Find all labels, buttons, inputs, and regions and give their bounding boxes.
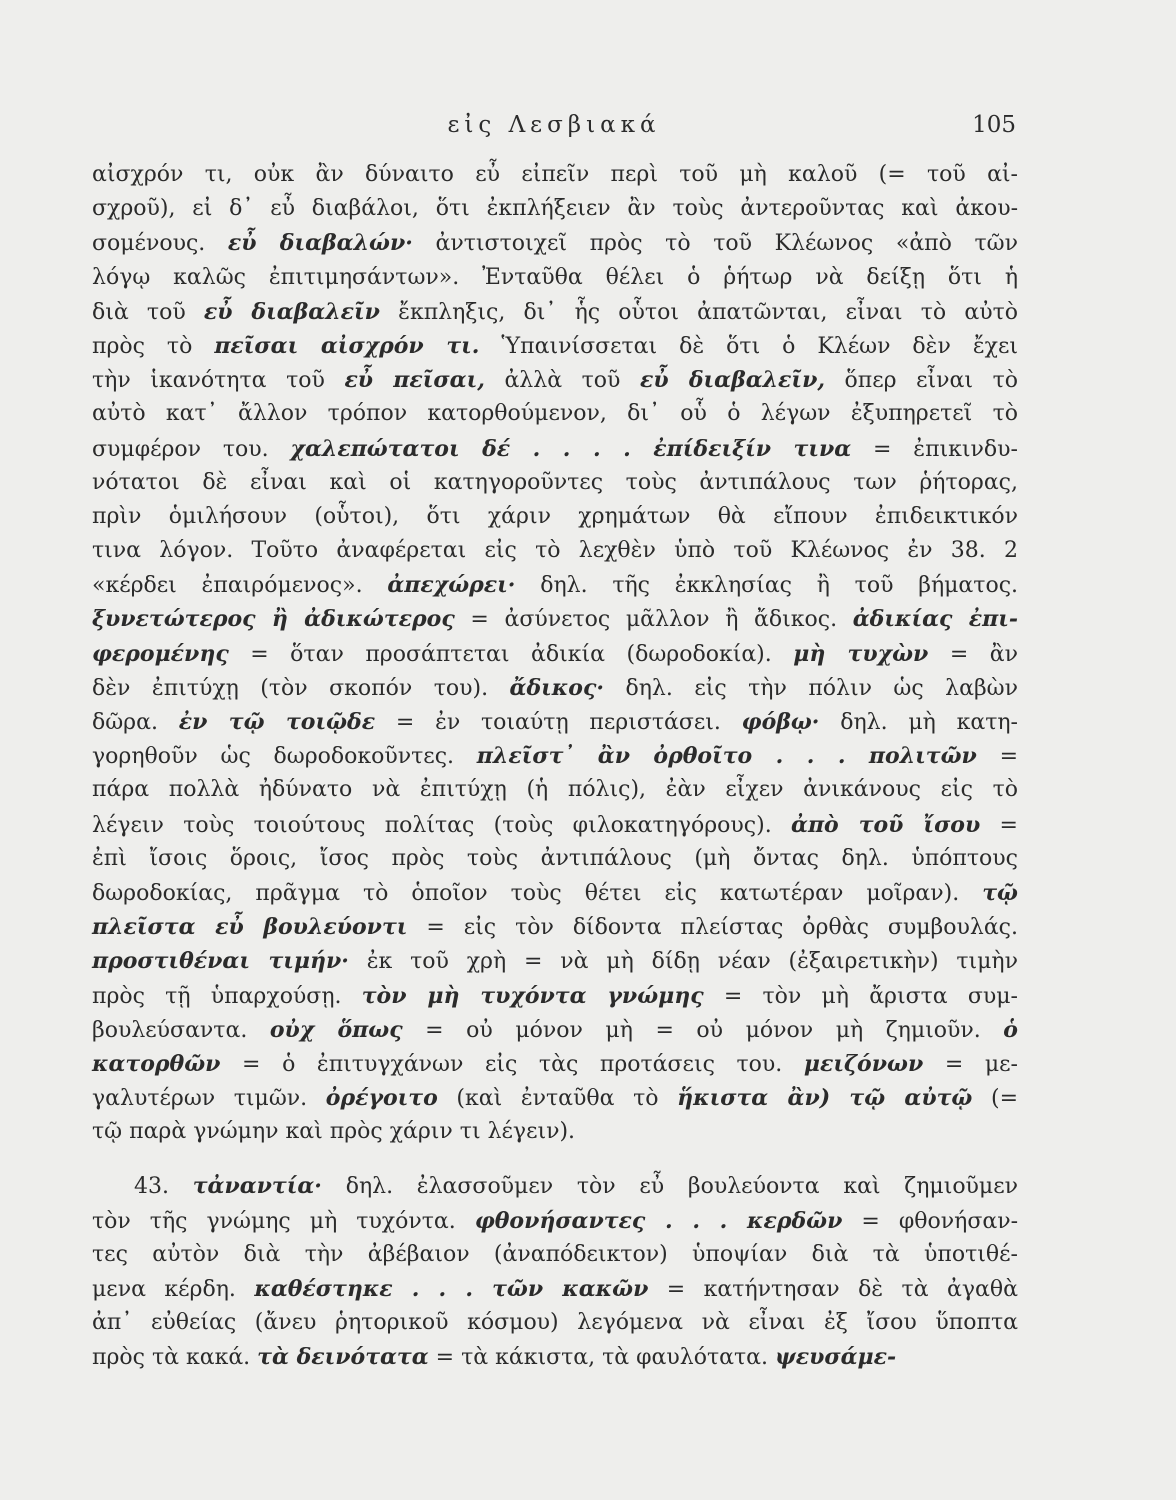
paragraph [92, 1169, 1018, 1374]
text-line [92, 261, 1018, 295]
page-number: 105 [972, 112, 1016, 138]
text-line [92, 1047, 1018, 1081]
text-run: μενα κέρδη. [92, 1277, 255, 1302]
text-run: = [976, 744, 1018, 770]
lemma: μειζόνων [803, 1050, 924, 1077]
text-run: = οὐ μόνον μὴ = οὐ μόνον μὴ ζημιοῦν. [402, 1017, 1004, 1043]
text-line [92, 1081, 1018, 1115]
lemma: ξυνετώτερος ἢ ἀδικώτερος [92, 606, 455, 633]
lemma: χαλεπώτατοι δέ . . . . ἐπίδειξίν τινα [290, 435, 852, 462]
text-line [92, 808, 1018, 842]
text-run: = ἀσύνετος μᾶλλον ἢ ἄδικος. [454, 607, 853, 633]
text-run: πρὸς τὸ [92, 333, 215, 359]
text-line [92, 363, 1018, 397]
text-run: πρὸς τῇ ὑπαρχούσῃ. [92, 983, 362, 1009]
text-run: πρὶν ὁμιλήσουν (οὗτοι), ὅτι χάριν χρημάτων θὰ εἴπουν ἐπιδεικτικόν [92, 503, 1018, 529]
lemma: μὴ τυχὼν [793, 640, 929, 667]
text-run: νότατοι δὲ εἶναι καὶ οἱ κατηγοροῦντες τοὺς ἀντιπάλους των ῥήτορας, [92, 469, 1018, 495]
text-run: = ὁ ἐπιτυγχάνων εἰς τὰς προτάσεις του. [220, 1051, 804, 1077]
text-run: δὲν ἐπιτύχῃ (τὸν σκοπόν του). [92, 675, 510, 701]
lemma: τὸν μὴ τυχόντα γνώμης [361, 982, 704, 1009]
lemma: εὖ διαβαλών· [227, 230, 413, 257]
text-line [92, 773, 1018, 807]
text-run: ἐπὶ ἴσοις ὅροις, ἴσος πρὸς τοὺς ἀντιπάλους (μὴ ὄντας δηλ. ὑπόπτους [92, 845, 1018, 871]
text-run: συμφέρον του. [92, 436, 291, 462]
text-run: αἰσχρόν τι, οὐκ ἂν δύναιτο εὖ εἰπεῖν περὶ τοῦ μὴ καλοῦ (= τοῦ αἰ- [92, 162, 1018, 187]
page-header [92, 110, 1016, 144]
text-line [92, 1169, 1018, 1203]
text-line [92, 1306, 1018, 1340]
text-run: αὐτὸ κατ᾽ ἄλλον τρόπον κατορθούμενον, δι᾽ οὗ ὁ λέγων ἐξυπηρετεῖ τὸ [92, 401, 1018, 427]
text-run: γαλυτέρων τιμῶν. [92, 1086, 326, 1112]
lemma: ἀδικίας ἐπι- [852, 606, 1018, 633]
text-run: = ἂν [928, 641, 1019, 667]
text-line [92, 329, 1018, 363]
text-run: τὴν ἱκανότητα τοῦ [92, 368, 345, 394]
lemma: τῷ [982, 879, 1018, 906]
lemma: ψευσάμε- [775, 1344, 897, 1371]
text-line [92, 466, 1018, 500]
text-run: σομένους. [92, 231, 228, 257]
text-run: δηλ. μὴ κατη- [819, 710, 1018, 735]
text-line [92, 1115, 1018, 1149]
paragraph [92, 158, 1018, 1149]
text-run: = τὰ κάκιστα, τὰ φαυλότατα. [428, 1345, 776, 1371]
text-run: = ἐπικινδυ- [851, 436, 1018, 462]
text-run: (καὶ ἐνταῦθα τὸ [437, 1086, 678, 1112]
text-line [92, 500, 1018, 534]
text-run: λέγειν τοὺς τοιούτους πολίτας (τοὺς φιλοκατηγόρους). [92, 812, 792, 838]
lemma: φόβῳ· [741, 709, 820, 735]
text-run: 43. [134, 1174, 193, 1200]
text-run: δῶρα. [92, 710, 179, 735]
text-run: σχροῦ), εἰ δ᾽ εὖ διαβάλοι, ὅτι ἐκπλήξειεν ἂν τοὺς ἀντεροῦντας καὶ ἀκου- [92, 196, 1018, 222]
text-run: ὅπερ εἶναι τὸ [825, 368, 1019, 394]
text-line [92, 397, 1018, 431]
text-run: πρὸς τὰ κακά. [92, 1345, 258, 1371]
lemma: τὰ δεινότατα [257, 1344, 429, 1371]
lemma: πεῖσαι αἰσχρόν τι. [214, 332, 480, 359]
text-line [92, 671, 1018, 705]
text-run: ἐκ τοῦ χρὴ = νὰ μὴ δίδῃ νέαν (ἐξαιρετικὴν) τιμὴν [348, 949, 1018, 975]
text-line [92, 944, 1018, 978]
text-run: βουλεύσαντα. [92, 1017, 270, 1043]
lemma: φερομένης [92, 640, 229, 667]
text-line [92, 1013, 1018, 1047]
text-run: = ἐν τοιαύτῃ περιστάσει. [375, 710, 742, 735]
text-run: τες αὐτὸν διὰ τὴν ἀβέβαιον (ἀναπόδεικτον) ὑποψίαν διὰ τὰ ὑποτιθέ- [92, 1241, 1018, 1267]
text-line [92, 226, 1018, 260]
text-run: «κέρδει ἐπαιρόμενος». [92, 573, 388, 599]
lemma: ὁ [1003, 1016, 1018, 1043]
text-run: = φθονήσαν- [842, 1208, 1019, 1234]
text-run: δωροδοκίας, πρᾶγμα τὸ ὁποῖον τοὺς θέτει εἰς κατωτέραν μοῖραν). [92, 880, 983, 906]
text-run: = [980, 812, 1018, 838]
text-run: δηλ. τῆς ἐκκλησίας ἢ τοῦ βήματος. [515, 573, 1019, 599]
lemma: ἀπὸ τοῦ ἴσου [791, 811, 981, 838]
text-run: = ὅταν προσάπτεται ἀδικία (δωροδοκία). [228, 641, 794, 667]
text-line [92, 1204, 1018, 1238]
lemma: προστιθέναι τιμήν· [92, 948, 349, 975]
text-line [92, 602, 1018, 636]
text-line [92, 979, 1018, 1013]
text-run: ἀπ᾽ εὐθείας (ἄνευ ῥητορικοῦ κόσμου) λεγόμενα νὰ εἶναι ἐξ ἴσου ὕποπτα [92, 1310, 1018, 1336]
text-run: λόγῳ καλῶς ἐπιτιμησάντων». Ἐνταῦθα θέλει ὁ ῥήτωρ νὰ δείξῃ ὅτι ἡ [92, 264, 1018, 290]
text-run: γορηθοῦν ὡς δωροδοκοῦντες. [92, 744, 477, 770]
text-line [92, 910, 1018, 944]
lemma: ὀρέγοιτο [325, 1085, 438, 1112]
text-run: πάρα πολλὰ ἠδύνατο νὰ ἐπιτύχῃ (ἡ πόλις), ἐὰν εἶχεν ἀνικάνους εἰς τὸ [92, 777, 1018, 803]
text-line [92, 637, 1018, 671]
lemma: ἥκιστα ἂν) τῷ αὐτῷ [677, 1085, 973, 1112]
text-run: τὸν τῆς γνώμης μὴ τυχόντα. [92, 1208, 475, 1234]
text-line [92, 876, 1018, 910]
text-line [92, 842, 1018, 876]
text-run: δηλ. ἐλασσοῦμεν τὸν εὖ βουλεύοντα καὶ ζημιοῦμεν [321, 1174, 1019, 1200]
text-line [92, 1340, 1018, 1374]
text-line [92, 705, 1018, 739]
text-line [92, 568, 1018, 602]
text-run: τινα λόγον. Τοῦτο ἀναφέρεται εἰς τὸ λεχθὲν ὑπὸ τοῦ Κλέωνος ἐν 38. 2 [92, 538, 1018, 564]
lemma: κατορθῶν [92, 1050, 221, 1077]
text-line [92, 158, 1018, 192]
text-run: ἀλλὰ τοῦ [484, 368, 640, 394]
text-line [92, 1272, 1018, 1306]
text-line [92, 1238, 1018, 1272]
running-title: εἰς Λεσβιακά [447, 112, 661, 138]
text-run: ἀντιστοιχεῖ πρὸς τὸ τοῦ Κλέωνος «ἀπὸ τῶν [412, 231, 1018, 257]
lemma: πλεῖστ᾽ ἂν ὀρθοῖτο . . . πολιτῶν [476, 743, 977, 770]
text-run: = με- [923, 1051, 1018, 1077]
text-run: ἔκπληξις, δι᾽ ἧς οὗτοι ἀπατῶνται, εἶναι τὸ αὐτὸ [379, 299, 1019, 325]
lemma: ἐν τῷ τοιῷδε [178, 709, 376, 735]
text-line [92, 295, 1018, 329]
text-line [92, 432, 1018, 466]
lemma: καθέστηκε . . . τῶν κακῶν [254, 1276, 649, 1302]
text-line [92, 739, 1018, 773]
text-run: τῷ παρὰ γνώμην καὶ πρὸς χάριν τι λέγειν). [92, 1119, 576, 1145]
text-line [92, 534, 1018, 568]
text-run: = τὸν μὴ ἄριστα συμ- [703, 983, 1018, 1009]
text-run: (= [972, 1086, 1019, 1112]
lemma: φθονήσαντες . . . κερδῶν [474, 1207, 843, 1234]
commentary-text [92, 158, 1018, 1375]
lemma: εὖ πεῖσαι, [344, 367, 485, 394]
lemma: οὐχ ὅπως [269, 1016, 403, 1043]
lemma: εὖ διαβαλεῖν, [639, 367, 825, 394]
lemma: πλεῖστα εὖ βουλεύοντι [92, 914, 408, 941]
lemma: ἀπεχώρει· [387, 572, 516, 599]
text-run: διὰ τοῦ [92, 299, 204, 325]
lemma: ἄδικος· [509, 674, 605, 701]
text-run: = κατήντησαν δὲ τὰ ἀγαθὰ [648, 1277, 1018, 1302]
lemma: τἀναντία· [192, 1173, 322, 1200]
text-run: δηλ. εἰς τὴν πόλιν ὡς λαβὼν [604, 675, 1018, 701]
text-run: Ὑπαινίσσεται δὲ ὅτι ὁ Κλέων δὲν ἔχει [479, 333, 1018, 359]
text-line [92, 192, 1018, 226]
text-run: = εἰς τὸν δίδοντα πλείστας ὀρθὰς συμβουλάς. [407, 915, 1018, 941]
lemma: εὖ διαβαλεῖν [203, 298, 380, 325]
paragraph-gap [92, 1149, 1018, 1169]
